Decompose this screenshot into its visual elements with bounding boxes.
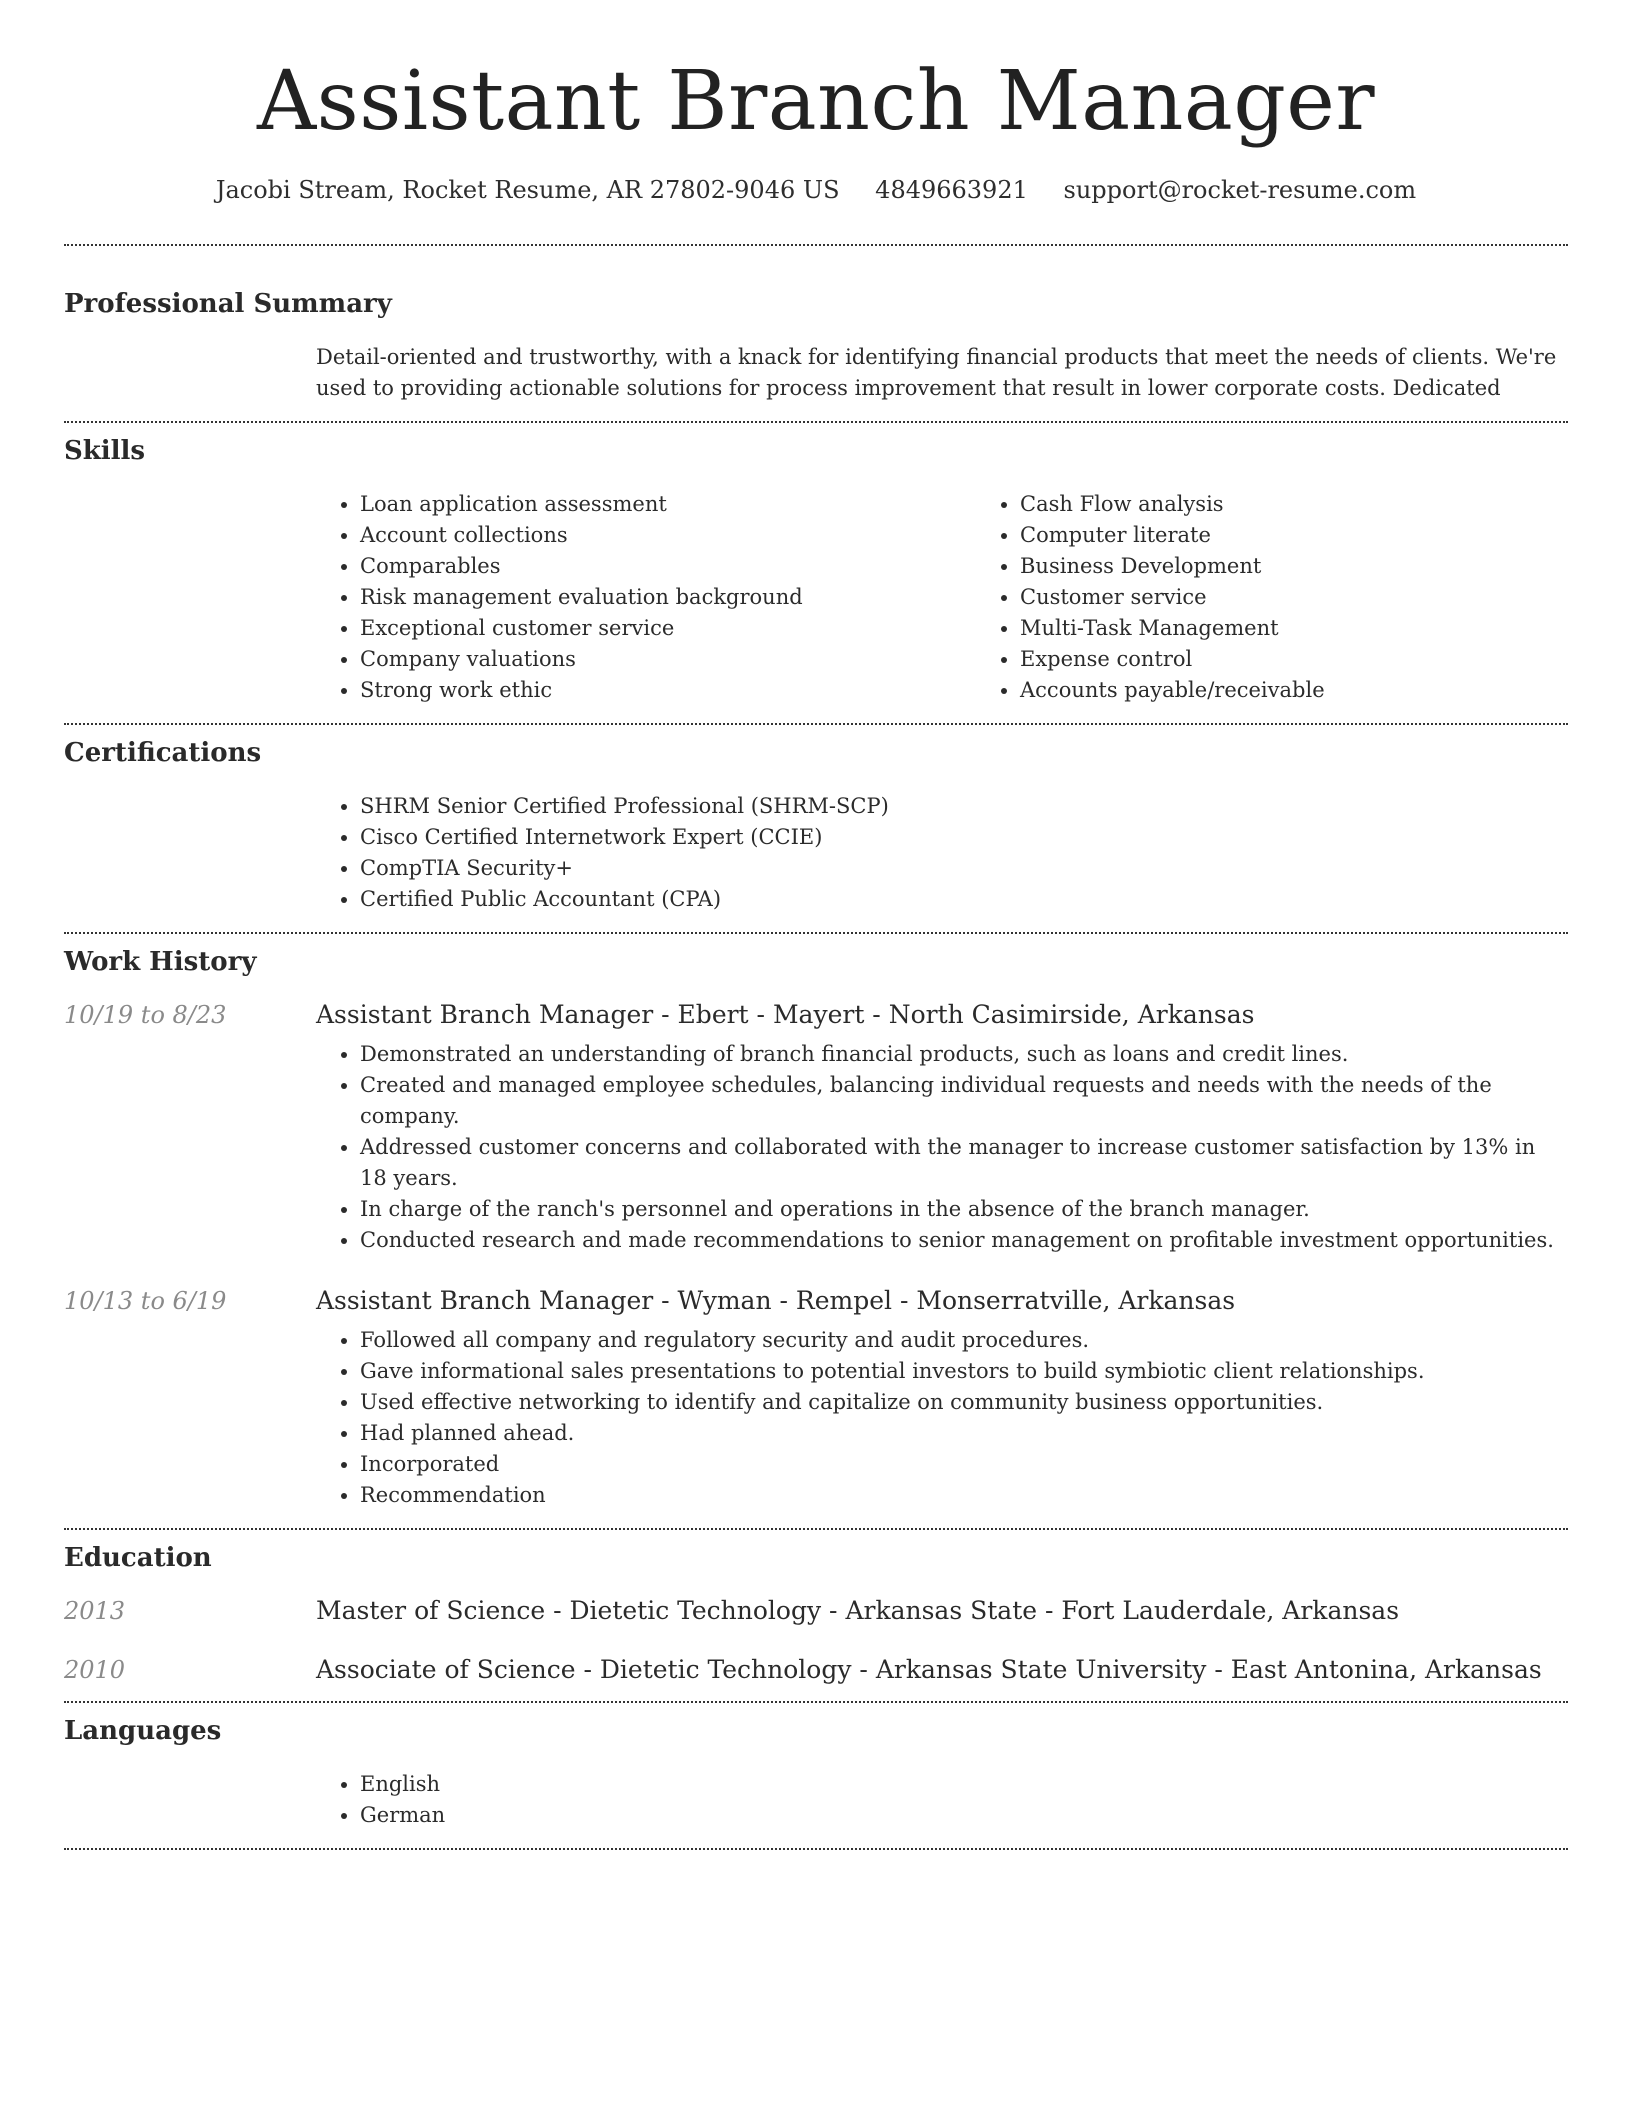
skill-item: • Expense control [1020, 644, 1632, 675]
certifications-list [316, 791, 1568, 915]
job-bullet: • Had planned ahead. [360, 1418, 1568, 1449]
skill-item: • Cash Flow analysis [1020, 489, 1632, 520]
job-bullets [316, 1325, 1568, 1511]
work-history-section [64, 942, 1568, 1511]
job-bullets [316, 1039, 1568, 1256]
job-dates: 10/13 to 6/19 [64, 1287, 227, 1315]
certification-item: • CompTIA Security+ [360, 853, 1568, 884]
job-title: Assistant Branch Manager - Ebert - Mayert - North Casimirside, Arkansas [316, 1000, 1255, 1029]
skill-item: • Loan application assessment [360, 489, 976, 520]
section-divider [64, 421, 1568, 423]
skill-item: • Computer literate [1020, 520, 1632, 551]
contact-email: support@rocket-resume.com [1063, 176, 1417, 204]
education-entry [64, 1596, 1568, 1625]
contact-phone: 4849663921 [875, 176, 1028, 204]
job-bullet: • Addressed customer concerns and collaborated with the manager to increase customer satisfaction by 13% in 18 years. [360, 1132, 1568, 1194]
section-heading-certifications: Certifications [64, 738, 262, 768]
job-header [64, 1286, 1568, 1315]
job-bullet: • Followed all company and regulatory security and audit procedures. [360, 1325, 1568, 1356]
skill-item: • Company valuations [360, 644, 976, 675]
section-heading-summary: Professional Summary [64, 289, 392, 319]
resume-title: Assistant Branch Manager [256, 54, 1376, 149]
skill-item: • Exceptional customer service [360, 613, 976, 644]
job-bullet: • Recommendation [360, 1480, 1568, 1511]
skill-item: • Business Development [1020, 551, 1632, 582]
section-divider [64, 1848, 1568, 1850]
skill-item: • Risk management evaluation background [360, 582, 976, 613]
education-section [64, 1538, 1568, 1684]
skill-item: • Strong work ethic [360, 675, 976, 706]
certifications-section [64, 733, 1568, 915]
summary-text: Detail-oriented and trustworthy, with a knack for identifying financial products that meet the needs of clients. We're used to providing actionable solutions for process improvement that result in lower corporate costs. Dedicated [316, 345, 1557, 400]
skill-item: • Comparables [360, 551, 976, 582]
contact-line [64, 172, 1568, 208]
section-divider [64, 1528, 1568, 1530]
section-divider [64, 932, 1568, 934]
job-bullet: • Demonstrated an understanding of branch financial products, such as loans and credit lines. [360, 1039, 1568, 1070]
skills-list-right [976, 489, 1632, 706]
job-bullet: • Created and managed employee schedules, balancing individual requests and needs with the needs of the company. [360, 1070, 1568, 1132]
skill-item: • Customer service [1020, 582, 1632, 613]
languages-list [316, 1769, 1568, 1831]
education-title: Master of Science - Dietetic Technology - Arkansas State - Fort Lauderdale, Arkansas [316, 1596, 1400, 1625]
education-title: Associate of Science - Dietetic Technology - Arkansas State University - East Antonina, Arkansas [316, 1655, 1542, 1684]
skill-item: • Accounts payable/receivable [1020, 675, 1632, 706]
job-dates: 10/19 to 8/23 [64, 1001, 227, 1029]
section-divider [64, 723, 1568, 725]
job-bullet: • Conducted research and made recommendations to senior management on profitable investment opportunities. [360, 1225, 1568, 1256]
job-bullet: • Used effective networking to identify and capitalize on community business opportunities. [360, 1387, 1568, 1418]
contact-address: Jacobi Stream, Rocket Resume, AR 27802-9046 US [215, 176, 840, 204]
job-bullet: • Gave informational sales presentations to potential investors to build symbiotic client relationships. [360, 1356, 1568, 1387]
certification-item: • Cisco Certified Internetwork Expert (CCIE) [360, 822, 1568, 853]
certification-item: • SHRM Senior Certified Professional (SHRM-SCP) [360, 791, 1568, 822]
languages-section [64, 1711, 1568, 1831]
language-item: • German [360, 1800, 1568, 1831]
section-heading-skills: Skills [64, 436, 146, 466]
section-heading-languages: Languages [64, 1716, 222, 1746]
education-year: 2010 [64, 1656, 126, 1684]
skills-section [64, 431, 1568, 706]
certification-item: • Certified Public Accountant (CPA) [360, 884, 1568, 915]
skill-item: • Multi-Task Management [1020, 613, 1632, 644]
education-entry [64, 1655, 1568, 1684]
skills-grid [64, 489, 1568, 706]
job-bullet: • In charge of the ranch's personnel and operations in the absence of the branch manager. [360, 1194, 1568, 1225]
skills-list-left [316, 489, 976, 706]
job-bullet: • Incorporated [360, 1449, 1568, 1480]
section-divider [64, 244, 1568, 246]
section-heading-education: Education [64, 1543, 212, 1573]
section-heading-work: Work History [64, 947, 257, 977]
skill-item: • Account collections [360, 520, 976, 551]
job-header [64, 1000, 1568, 1029]
section-divider [64, 1701, 1568, 1703]
job-title: Assistant Branch Manager - Wyman - Rempel - Monserratville, Arkansas [316, 1286, 1236, 1315]
education-year: 2013 [64, 1597, 126, 1625]
language-item: • English [360, 1769, 1568, 1800]
summary-section [64, 284, 1568, 404]
